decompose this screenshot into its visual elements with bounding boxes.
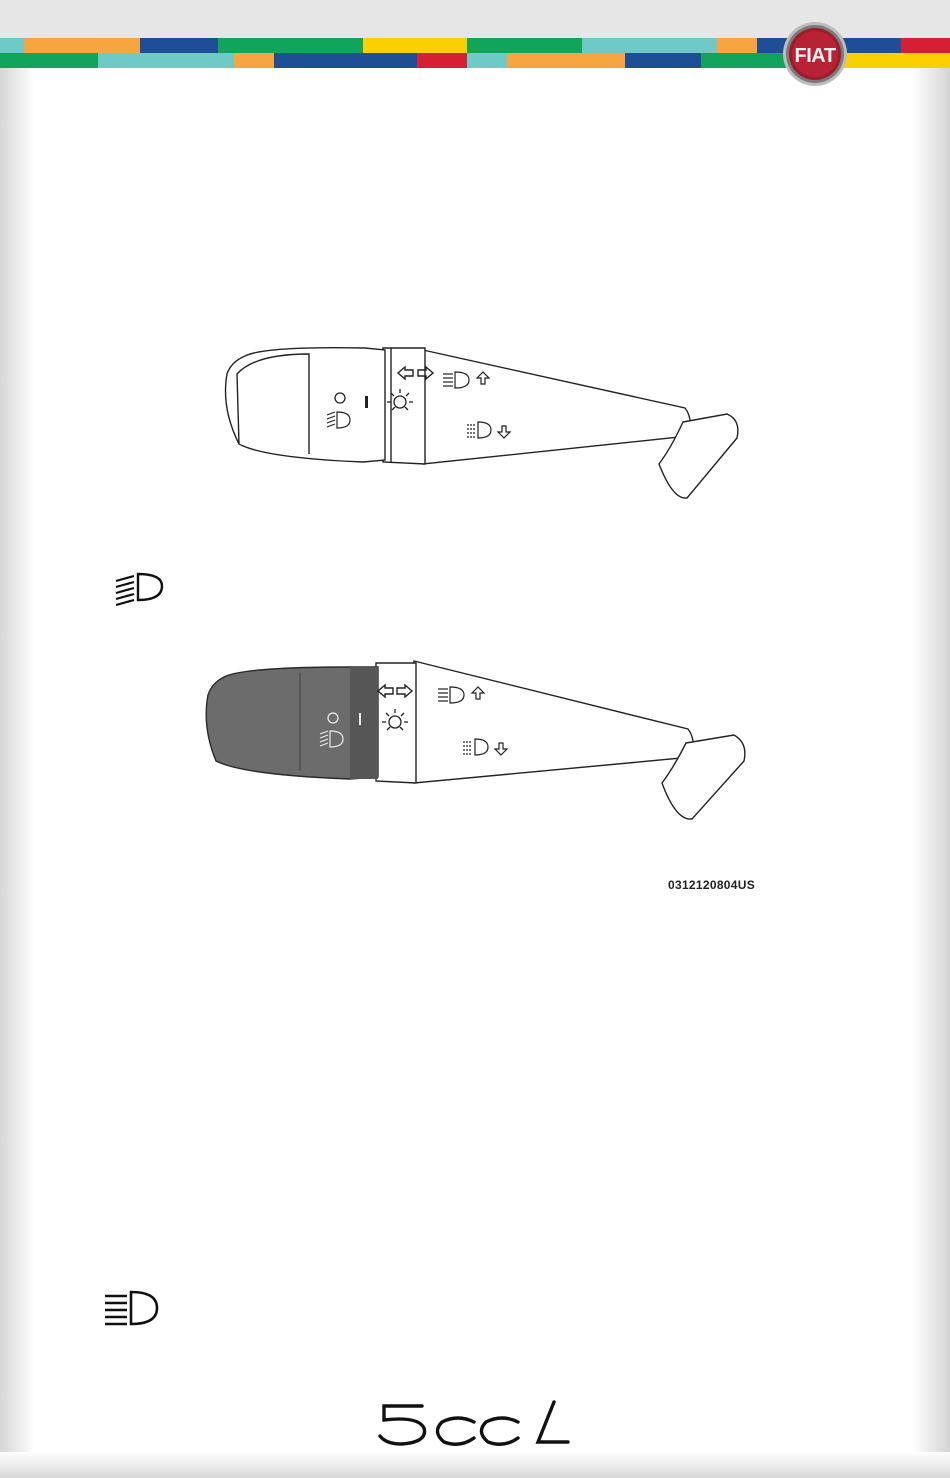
lever-illustration-bottom (200, 655, 755, 825)
position-indicator (359, 713, 361, 725)
500l-logo-icon (378, 1398, 573, 1453)
high-beam-icon (103, 1288, 163, 1330)
page-bottom-edge (0, 1452, 950, 1478)
figure-code: 0312120804US (668, 878, 756, 892)
position-indicator (365, 396, 368, 408)
fiat-logo-icon (783, 22, 847, 86)
svg-text:FIAT: FIAT (794, 45, 836, 67)
lever-illustration-top (215, 340, 745, 505)
low-beam-icon (112, 570, 168, 606)
header-color-stripes (0, 0, 950, 90)
